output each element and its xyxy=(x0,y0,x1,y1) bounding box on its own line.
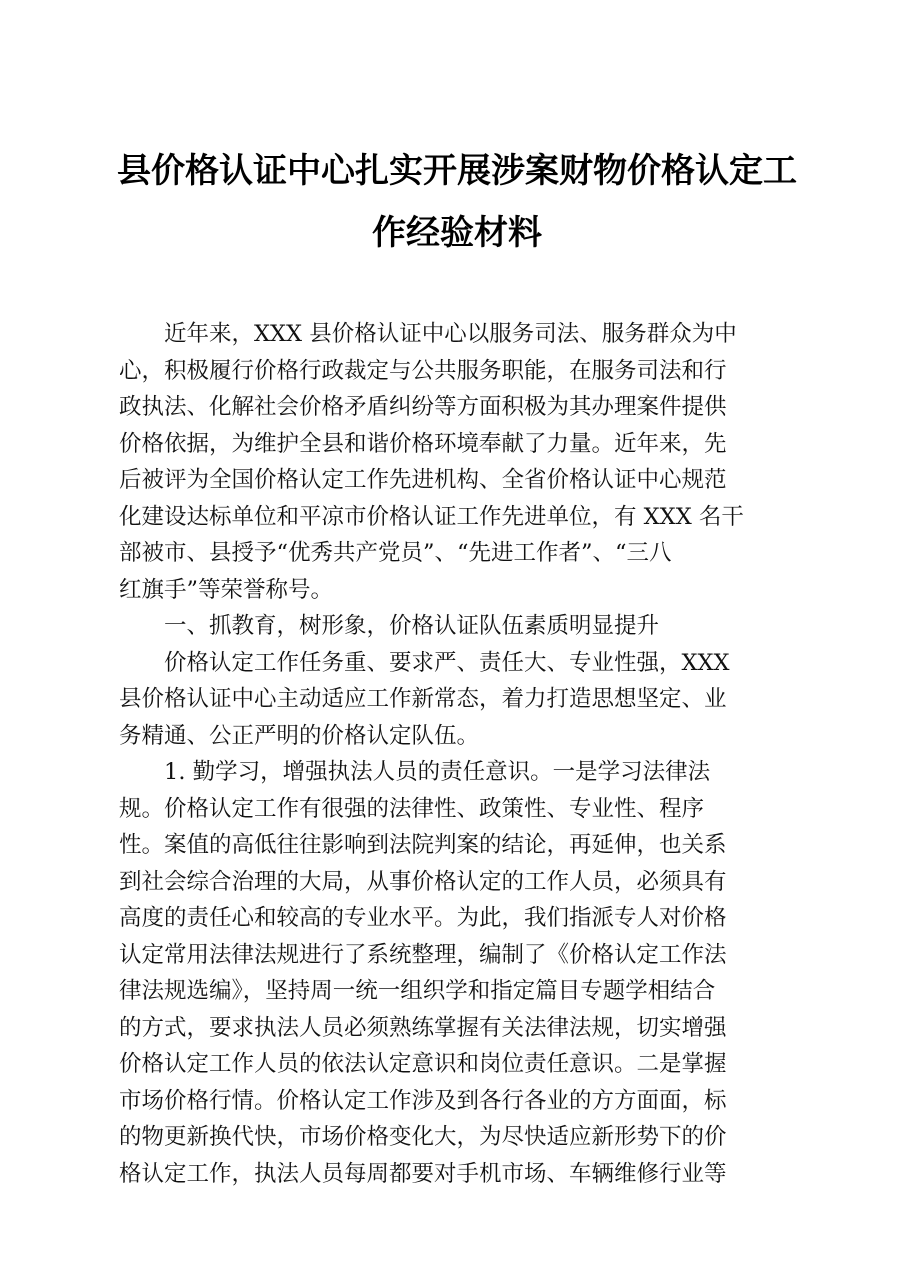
paragraph-section-intro xyxy=(119,645,803,755)
text-line: 价格认定工作任务重、要求严、责任大、专业性强，XXX xyxy=(119,649,730,676)
text-line: 心，积极履行价格行政裁定与公共服务职能，在服务司法和行 xyxy=(119,357,727,384)
text-line: 政执法、化解社会价格矛盾纠纷等方面积极为其办理案件提供 xyxy=(119,394,727,420)
text-line: 务精通、公正严明的价格认定队伍。 xyxy=(119,722,480,749)
text-line: 市场价格行情。价格认定工作涉及到各行各业的方方面面，标 xyxy=(119,1087,727,1114)
title-line: 县价格认证中心扎实开展涉案财物价格认定工 xyxy=(117,151,797,191)
document-body xyxy=(119,316,803,1192)
paragraph-item-1 xyxy=(119,754,803,1192)
title-line: 作经验材料 xyxy=(372,213,542,253)
text-line: 近年来，XXX 县价格认证中心以服务司法、服务群众为中 xyxy=(119,321,737,347)
text-line: 格认定工作，执法人员每周都要对手机市场、车辆维修行业等 xyxy=(119,1160,727,1187)
text-line: 价格认定工作人员的依法认定意识和岗位责任意识。二是掌握 xyxy=(119,1051,727,1077)
text-line: 化建设达标单位和平凉市价格认证工作先进单位，有 XXX 名干 xyxy=(119,503,744,530)
paragraph-intro xyxy=(119,316,803,608)
text-line: 高度的责任心和较高的专业水平。为此，我们指派专人对价格 xyxy=(119,905,727,931)
text-line: 价格依据，为维护全县和谐价格环境奉献了力量。近年来，先 xyxy=(119,430,727,457)
document-title xyxy=(112,140,802,264)
text-line: 县价格认证中心主动适应工作新常态，着力打造思想坚定、业 xyxy=(119,686,727,712)
text-line: 认定常用法律法规进行了系统整理，编制了《价格认定工作法 xyxy=(119,941,727,968)
text-line: 性。案值的高低往往影响到法院判案的结论，再延伸，也关系 xyxy=(119,832,727,858)
section-heading xyxy=(119,608,803,645)
text-line: 后被评为全国价格认定工作先进机构、全省价格认证中心规范 xyxy=(119,467,727,493)
text-line: 的方式，要求执法人员必须熟练掌握有关法律法规，切实增强 xyxy=(119,1014,727,1041)
text-line: 律法规选编》，坚持周一统一组织学和指定篇目专题学相结合 xyxy=(119,978,716,1004)
text-line: 到社会综合治理的大局，从事价格认定的工作人员，必须具有 xyxy=(119,868,727,895)
text-line: 1. 勤学习，增强执法人员的责任意识。一是学习法律法 xyxy=(119,759,711,785)
text-line: 红旗手”等荣誉称号。 xyxy=(119,576,334,603)
text-line: 部被市、县授予“优秀共产党员”、“先进工作者”、“三八 xyxy=(119,540,672,566)
text-line: 的物更新换代快，市场价格变化大，为尽快适应新形势下的价 xyxy=(119,1124,727,1150)
text-line: 一、抓教育，树形象，价格认证队伍素质明显提升 xyxy=(119,613,660,639)
text-line: 规。价格认定工作有很强的法律性、政策性、专业性、程序 xyxy=(119,795,705,822)
